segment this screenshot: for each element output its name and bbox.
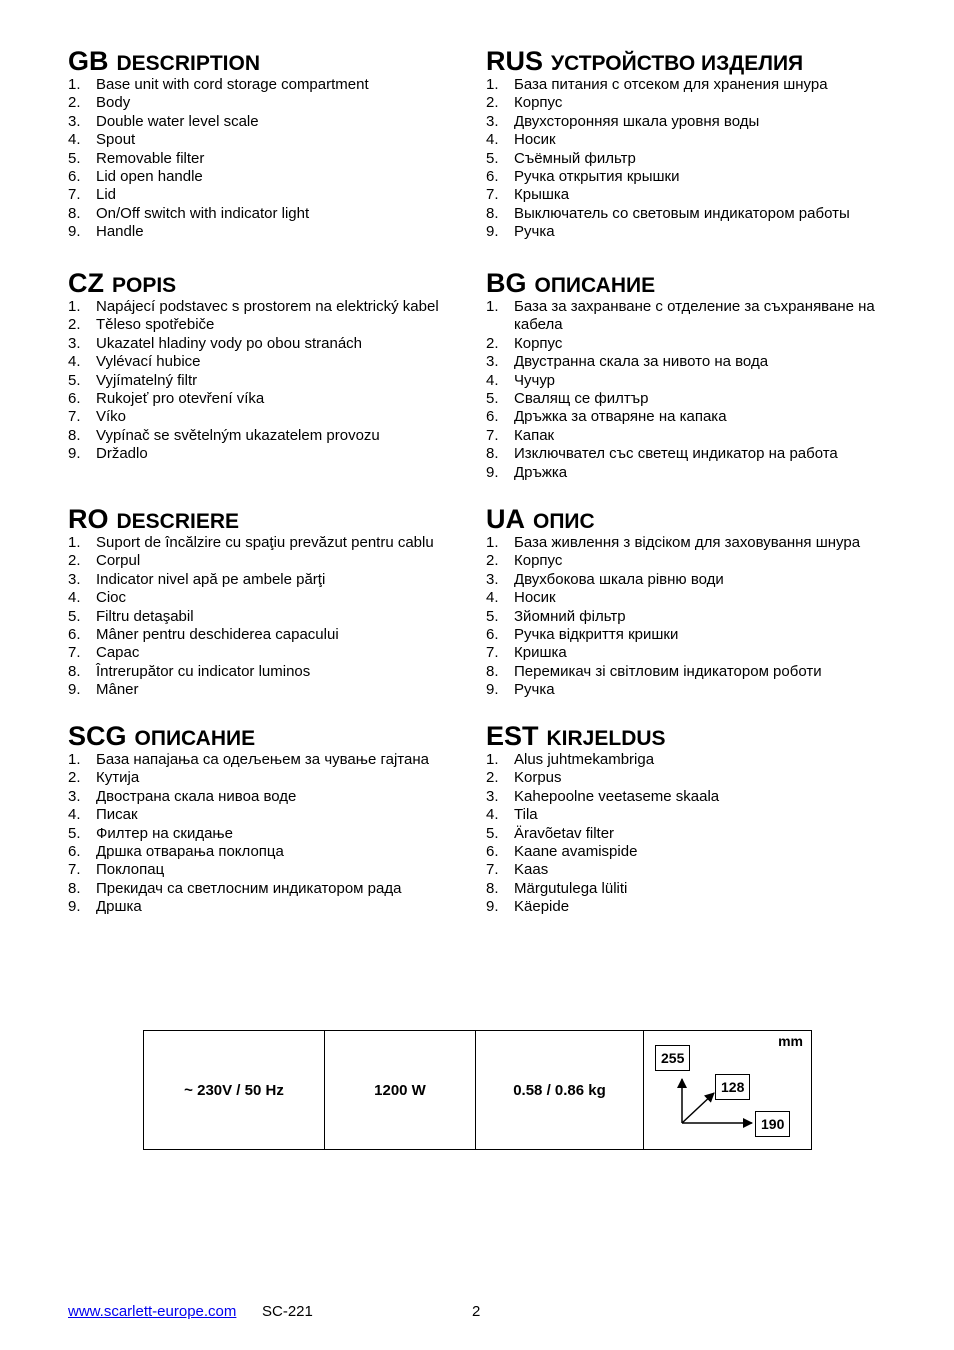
parts-list — [486, 298, 896, 482]
list-item — [68, 552, 478, 570]
list-item — [486, 390, 896, 408]
item-number: 1. — [486, 298, 499, 315]
section-scg — [68, 721, 478, 917]
item-text: Kaane avamispide — [514, 843, 638, 861]
item-number: 7. — [68, 861, 81, 879]
section-heading — [486, 268, 896, 298]
item-number: 4. — [68, 589, 81, 607]
item-number: 5. — [68, 824, 81, 842]
item-number: 9. — [486, 681, 499, 699]
item-number: 9. — [486, 463, 499, 481]
list-item — [68, 186, 478, 204]
list-item — [68, 571, 478, 589]
item-number: 3. — [486, 112, 499, 130]
page-number: 2 — [472, 1303, 481, 1320]
item-number: 9. — [68, 681, 81, 699]
item-number: 7. — [68, 644, 81, 662]
item-number: 8. — [68, 204, 81, 222]
list-item — [486, 644, 896, 662]
parts-list — [486, 76, 896, 242]
item-number: 5. — [486, 824, 499, 842]
depth-value: 128 — [715, 1074, 750, 1100]
item-text: Indicator nivel apă pe ambele părţi — [96, 570, 326, 588]
dimensions-cell — [644, 1031, 812, 1150]
item-text: Носик — [514, 131, 556, 149]
item-text: Těleso spotřebiče — [96, 316, 215, 334]
parts-list — [486, 534, 896, 700]
item-number: 9. — [486, 223, 499, 241]
unit-label: mm — [778, 1033, 803, 1049]
item-text: Käepide — [514, 898, 570, 916]
section-heading — [68, 268, 478, 298]
item-number: 5. — [486, 149, 499, 167]
item-number: 5. — [68, 149, 81, 167]
list-item — [486, 751, 896, 769]
item-number: 9. — [68, 223, 81, 241]
item-number: 1. — [486, 534, 499, 551]
item-text: Víko — [96, 408, 127, 426]
item-text: Tila — [514, 806, 538, 824]
list-item — [486, 898, 896, 916]
item-text: Перемикач зі світловим індикатором роботи — [514, 662, 822, 680]
item-text: Двухсторонняя шкала уровня воды — [514, 112, 760, 130]
item-number: 7. — [486, 186, 499, 204]
list-item — [486, 408, 896, 426]
list-item — [68, 663, 478, 681]
list-item — [68, 751, 478, 769]
list-item — [486, 663, 896, 681]
item-number: 9. — [68, 445, 81, 463]
item-number: 6. — [486, 408, 499, 426]
item-number: 9. — [486, 898, 499, 916]
list-item — [486, 298, 896, 335]
item-text: Ukazatel hladiny vody po obou stranách — [96, 334, 363, 352]
list-item — [68, 427, 478, 445]
list-item — [486, 626, 896, 644]
section-ro — [68, 504, 478, 700]
list-item — [486, 464, 896, 482]
item-text: Свалящ се филтър — [514, 390, 649, 408]
list-item — [68, 644, 478, 662]
voltage-cell: ~ 230V / 50 Hz — [144, 1031, 325, 1150]
parts-list — [486, 751, 896, 917]
specs-table — [143, 1030, 812, 1150]
item-number: 3. — [68, 334, 81, 352]
item-text: Носик — [514, 589, 556, 607]
item-number: 8. — [68, 662, 81, 680]
section-est — [486, 721, 896, 917]
section-title: KIRJELDUS — [546, 727, 666, 750]
list-item — [486, 843, 896, 861]
item-text: Филтер на скидање — [96, 824, 233, 842]
list-item — [486, 186, 896, 204]
item-text: Alus juhtmekambriga — [514, 751, 655, 768]
item-text: Выключатель со световым индикатором работы — [514, 204, 850, 222]
list-item — [68, 76, 478, 94]
item-number: 7. — [486, 861, 499, 879]
item-text: Изключвател със светещ индикатор на работа — [514, 445, 838, 463]
list-item — [486, 427, 896, 445]
item-number: 1. — [68, 76, 81, 93]
list-item — [486, 861, 896, 879]
item-text: Ручка — [514, 223, 555, 241]
list-item — [68, 445, 478, 463]
item-text: On/Off switch with indicator light — [96, 204, 310, 222]
item-text: Корпус — [514, 334, 563, 352]
item-number: 6. — [68, 168, 81, 186]
website-link[interactable]: www.scarlett-europe.com — [68, 1303, 237, 1320]
item-number: 3. — [68, 570, 81, 588]
section-heading — [68, 504, 478, 534]
item-number: 5. — [68, 371, 81, 389]
section-title: ОПИСАНИЕ — [534, 274, 656, 297]
item-text: Ручка — [514, 681, 555, 699]
item-text: Kahepoolne veetaseme skaala — [514, 787, 720, 805]
parts-list — [68, 76, 478, 242]
item-text: Зйомний фільтр — [514, 607, 626, 625]
item-number: 8. — [486, 204, 499, 222]
item-number: 4. — [486, 589, 499, 607]
list-item — [68, 880, 478, 898]
item-text: Handle — [96, 223, 144, 241]
list-item — [68, 94, 478, 112]
footer-model: SC-221 — [262, 1303, 313, 1320]
width-value: 190 — [755, 1111, 790, 1137]
item-text: Vypínač se světelným ukazatelem provozu — [96, 426, 380, 444]
list-item — [486, 150, 896, 168]
section-title: DESCRIPTION — [116, 52, 261, 75]
item-number: 8. — [486, 445, 499, 463]
item-number: 4. — [486, 806, 499, 824]
list-item — [486, 168, 896, 186]
item-number: 8. — [486, 879, 499, 897]
list-item — [68, 825, 478, 843]
item-number: 3. — [68, 787, 81, 805]
list-item — [486, 94, 896, 112]
item-text: Märgutulega lüliti — [514, 879, 628, 897]
item-text: Capac — [96, 644, 140, 662]
item-text: Napájecí podstavec s prostorem na elektrický kabel — [96, 298, 439, 315]
item-number: 1. — [486, 76, 499, 93]
item-number: 4. — [68, 353, 81, 371]
language-code: UA — [486, 504, 525, 534]
item-number: 6. — [68, 626, 81, 644]
item-text: Дршка — [96, 898, 142, 916]
item-text: Base unit with cord storage compartment — [96, 76, 369, 93]
item-text: Съёмный фильтр — [514, 149, 636, 167]
section-heading — [68, 721, 478, 751]
power-cell: 1200 W — [325, 1031, 476, 1150]
item-text: Filtru detaşabil — [96, 607, 194, 625]
list-item — [68, 223, 478, 241]
list-item — [68, 316, 478, 334]
parts-list — [68, 298, 478, 464]
item-text: Двухбокова шкала рівню води — [514, 570, 724, 588]
list-item — [486, 880, 896, 898]
item-text: База питания с отсеком для хранения шнура — [514, 76, 828, 93]
item-text: Double water level scale — [96, 112, 259, 130]
item-text: Дршка отварања поклопца — [96, 843, 284, 861]
item-text: Дръжка — [514, 463, 568, 481]
section-gb — [68, 46, 478, 242]
item-number: 6. — [68, 390, 81, 408]
list-item — [68, 335, 478, 353]
list-item — [68, 788, 478, 806]
item-text: Ручка відкриття кришки — [514, 626, 679, 644]
item-text: Капак — [514, 426, 555, 444]
item-number: 5. — [486, 390, 499, 408]
item-number: 3. — [486, 787, 499, 805]
item-text: Kaas — [514, 861, 549, 879]
section-title: ОПИС — [533, 510, 595, 533]
section-title: DESCRIERE — [116, 510, 240, 533]
item-number: 5. — [68, 607, 81, 625]
list-item — [486, 806, 896, 824]
section-heading — [68, 46, 478, 76]
item-number: 6. — [486, 626, 499, 644]
section-title: ОПИСАНИЕ — [134, 727, 256, 750]
list-item — [68, 861, 478, 879]
list-item — [68, 769, 478, 787]
language-code: RUS — [486, 46, 544, 76]
item-number: 2. — [68, 316, 81, 334]
section-heading — [486, 504, 896, 534]
list-item — [486, 131, 896, 149]
item-text: Cioc — [96, 589, 127, 607]
item-text: Ручка открытия крышки — [514, 168, 680, 186]
list-item — [486, 113, 896, 131]
language-code: GB — [68, 46, 109, 76]
item-number: 6. — [68, 843, 81, 861]
section-bg — [486, 268, 896, 482]
item-text: Äravõetav filter — [514, 824, 615, 842]
item-text: Vylévací hubice — [96, 353, 201, 371]
item-number: 3. — [486, 570, 499, 588]
parts-list — [68, 534, 478, 700]
item-text: База напајања са одељењем за чување гајтана — [96, 751, 429, 768]
height-value: 255 — [655, 1045, 690, 1071]
item-text: Korpus — [514, 769, 562, 787]
item-number: 6. — [486, 843, 499, 861]
item-text: Крышка — [514, 186, 570, 204]
item-number: 2. — [486, 769, 499, 787]
list-item — [486, 335, 896, 353]
language-code: BG — [486, 268, 527, 298]
item-number: 4. — [486, 371, 499, 389]
list-item — [486, 552, 896, 570]
section-title: УСТРОЙСТВО ИЗДЕЛИЯ — [551, 52, 804, 75]
item-number: 3. — [68, 112, 81, 130]
item-text: Писак — [96, 806, 138, 824]
item-text: Прекидач са светлосним индикатором рада — [96, 879, 402, 897]
item-number: 5. — [486, 607, 499, 625]
item-number: 1. — [486, 751, 499, 768]
item-text: Lid open handle — [96, 168, 203, 186]
list-item — [68, 298, 478, 316]
section-heading — [486, 721, 896, 751]
item-text: Corpul — [96, 552, 141, 570]
item-number: 2. — [68, 552, 81, 570]
item-text: Suport de încălzire cu spaţiu prevăzut pentru cablu — [96, 534, 434, 551]
list-item — [68, 168, 478, 186]
language-code: RO — [68, 504, 109, 534]
item-number: 2. — [68, 769, 81, 787]
item-number: 8. — [68, 426, 81, 444]
list-item — [486, 205, 896, 223]
item-text: Поклопац — [96, 861, 165, 879]
item-number: 7. — [486, 426, 499, 444]
list-item — [486, 608, 896, 626]
list-item — [68, 390, 478, 408]
item-number: 8. — [68, 879, 81, 897]
item-number: 4. — [486, 131, 499, 149]
item-text: Кутија — [96, 769, 140, 787]
list-item — [68, 534, 478, 552]
list-item — [486, 445, 896, 463]
list-item — [486, 534, 896, 552]
item-text: Vyjímatelný filtr — [96, 371, 198, 389]
item-text: Držadlo — [96, 445, 148, 463]
list-item — [68, 205, 478, 223]
list-item — [68, 131, 478, 149]
language-code: CZ — [68, 268, 104, 298]
list-item — [486, 825, 896, 843]
item-text: База живлення з відсіком для заховування шнура — [514, 534, 861, 551]
item-text: Корпус — [514, 94, 563, 112]
list-item — [486, 372, 896, 390]
section-title: POPIS — [112, 274, 177, 297]
item-number: 7. — [486, 644, 499, 662]
item-text: Mâner pentru deschiderea capacului — [96, 626, 339, 644]
parts-list — [68, 751, 478, 917]
item-text: Spout — [96, 131, 136, 149]
item-text: Body — [96, 94, 131, 112]
item-text: Корпус — [514, 552, 563, 570]
list-item — [486, 788, 896, 806]
item-text: Removable filter — [96, 149, 205, 167]
item-number: 1. — [68, 534, 81, 551]
item-number: 2. — [68, 94, 81, 112]
list-item — [486, 681, 896, 699]
item-number: 4. — [68, 131, 81, 149]
list-item — [486, 353, 896, 371]
list-item — [486, 769, 896, 787]
list-item — [68, 353, 478, 371]
weight-cell: 0.58 / 0.86 kg — [476, 1031, 644, 1150]
list-item — [486, 76, 896, 94]
item-number: 7. — [68, 186, 81, 204]
item-text: Двострана скала нивоа воде — [96, 787, 297, 805]
item-text: Lid — [96, 186, 117, 204]
item-number: 3. — [486, 353, 499, 371]
list-item — [68, 113, 478, 131]
item-number: 1. — [68, 751, 81, 768]
language-code: SCG — [68, 721, 127, 751]
list-item — [68, 843, 478, 861]
item-text: Rukojeť pro otevření víka — [96, 390, 265, 408]
section-rus — [486, 46, 896, 242]
item-text: Întrerupător cu indicator luminos — [96, 662, 311, 680]
item-text: Дръжка за отваряне на капака — [514, 408, 727, 426]
item-text: Двустранна скала за нивото на вода — [514, 353, 769, 371]
item-number: 6. — [486, 168, 499, 186]
list-item — [68, 898, 478, 916]
list-item — [68, 589, 478, 607]
list-item — [68, 681, 478, 699]
item-number: 8. — [486, 662, 499, 680]
list-item — [486, 223, 896, 241]
list-item — [68, 150, 478, 168]
item-number: 2. — [486, 334, 499, 352]
item-text: Mâner — [96, 681, 139, 699]
item-text: Кришка — [514, 644, 567, 662]
item-number: 4. — [68, 806, 81, 824]
section-ua — [486, 504, 896, 700]
item-number: 7. — [68, 408, 81, 426]
item-number: 9. — [68, 898, 81, 916]
footer-website[interactable] — [68, 1303, 236, 1320]
section-cz — [68, 268, 478, 464]
list-item — [486, 589, 896, 607]
item-number: 2. — [486, 94, 499, 112]
language-code: EST — [486, 721, 539, 751]
item-number: 1. — [68, 298, 81, 315]
list-item — [68, 608, 478, 626]
list-item — [68, 626, 478, 644]
section-heading — [486, 46, 896, 76]
list-item — [68, 806, 478, 824]
item-text: База за захранване с отделение за съхраняване на кабела — [514, 298, 875, 334]
list-item — [68, 372, 478, 390]
list-item — [486, 571, 896, 589]
item-number: 2. — [486, 552, 499, 570]
list-item — [68, 408, 478, 426]
item-text: Чучур — [514, 371, 555, 389]
